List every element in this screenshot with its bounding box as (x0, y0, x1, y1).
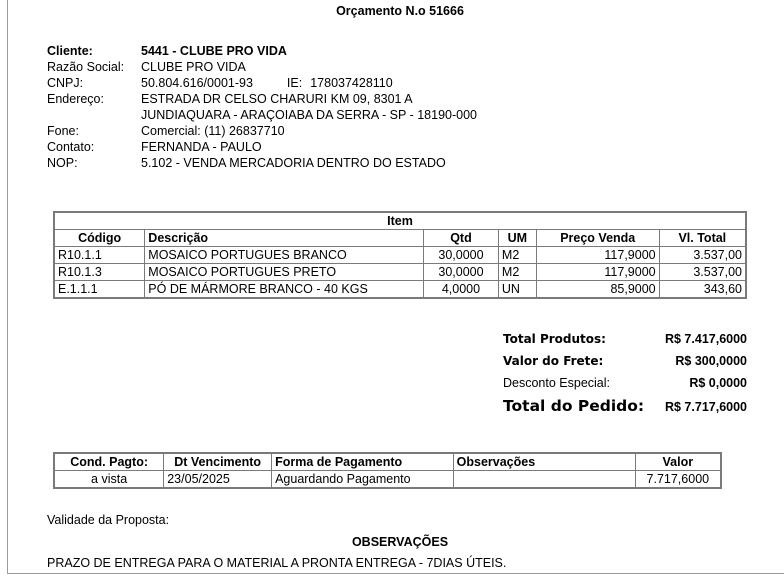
document-title: Orçamento N.o 51666 (336, 4, 464, 18)
cell-descricao: PÓ DE MÁRMORE BRANCO - 40 KGS (145, 281, 424, 299)
endereco-label: Endereço: (47, 92, 104, 106)
col-header-um: UM (498, 230, 536, 247)
cell-codigo: E.1.1.1 (54, 281, 145, 299)
ie-label: IE: (286, 76, 303, 90)
contato-row (47, 139, 477, 155)
razao-label: Razão Social: (47, 60, 125, 74)
fone-label: Fone: (47, 124, 79, 138)
client-value: 5441 - CLUBE PRO VIDA (141, 44, 287, 58)
cnpj-label: CNPJ: (47, 76, 84, 90)
cell-codigo: R10.1.1 (54, 247, 145, 264)
col-header-valor: Valor (635, 453, 721, 471)
table-row (54, 471, 721, 489)
nop-label: NOP: (47, 156, 78, 170)
fone-value: Comercial: (11) 26837710 (141, 124, 285, 138)
items-header-row (54, 230, 746, 247)
col-header-codigo: Código (54, 230, 145, 247)
table-row (54, 247, 746, 264)
client-info (47, 43, 477, 171)
page-border-left (7, 0, 8, 574)
cell-forma-pagamento: Aguardando Pagamento (272, 471, 454, 489)
cell-descricao: MOSAICO PORTUGUES BRANCO (145, 247, 424, 264)
endereco-line1: ESTRADA DR CELSO CHARURI KM 09, 8301 A (141, 92, 413, 106)
spacer (47, 107, 141, 123)
payment-table (53, 452, 722, 489)
total-produtos-row (503, 332, 747, 354)
col-header-observacoes: Observações (453, 453, 635, 471)
frete-row (503, 354, 747, 376)
cell-vencimento: 23/05/2025 (164, 471, 272, 489)
observacoes-title: OBSERVAÇÕES (351, 535, 449, 549)
total-produtos-value: R$ 7.417,6000 (664, 332, 747, 346)
nop-row (47, 155, 477, 171)
cell-qtd: 30,0000 (424, 247, 499, 264)
cell-qtd: 30,0000 (424, 264, 499, 281)
col-header-descricao: Descrição (145, 230, 424, 247)
cell-um: M2 (498, 247, 536, 264)
cell-um: UN (498, 281, 536, 299)
endereco-row (47, 91, 477, 107)
cell-cond-pagto: a vista (54, 471, 164, 489)
endereco-row-2 (47, 107, 477, 123)
cell-total: 343,60 (659, 281, 746, 299)
cell-total: 3.537,00 (659, 247, 746, 264)
frete-value: R$ 300,0000 (675, 354, 747, 368)
ie-value: 178037428110 (310, 76, 393, 90)
cell-qtd: 4,0000 (424, 281, 499, 299)
cell-descricao: MOSAICO PORTUGUES PRETO (145, 264, 424, 281)
razao-row (47, 59, 477, 75)
cell-preco: 117,9000 (536, 247, 659, 264)
col-header-cond-pagto: Cond. Pagto: (54, 453, 164, 471)
cell-total: 3.537,00 (659, 264, 746, 281)
payment-header-row (54, 453, 721, 471)
contato-label: Contato: (47, 140, 95, 154)
cell-codigo: R10.1.3 (54, 264, 145, 281)
client-row (47, 43, 477, 59)
cnpj-value: 50.804.616/0001-93 (141, 76, 253, 90)
cell-valor: 7.717,6000 (635, 471, 721, 489)
items-section-title: Item (54, 212, 746, 230)
nop-value: 5.102 - VENDA MERCADORIA DENTRO DO ESTADO (141, 156, 446, 170)
items-table (53, 211, 747, 299)
desconto-row (503, 376, 747, 397)
table-row (54, 281, 746, 299)
validade-label: Validade da Proposta: (47, 513, 170, 527)
desconto-label: Desconto Especial: (503, 376, 611, 390)
col-header-qtd: Qtd (424, 230, 499, 247)
frete-label: Valor do Frete: (503, 354, 604, 368)
total-produtos-label: Total Produtos: (503, 332, 606, 346)
fone-row (47, 123, 477, 139)
table-row (54, 264, 746, 281)
endereco-line2: JUNDIAQUARA - ARAÇOIABA DA SERRA - SP - 18190-000 (141, 108, 478, 122)
cnpj-row (47, 75, 477, 91)
cell-observacoes (453, 471, 635, 489)
total-pedido-row (503, 397, 747, 421)
cell-um: M2 (498, 264, 536, 281)
client-label: Cliente: (47, 44, 93, 58)
cell-preco: 85,9000 (536, 281, 659, 299)
page-border-bottom (7, 573, 784, 574)
order-totals (503, 332, 747, 421)
total-pedido-value: R$ 7.717,6000 (664, 400, 747, 414)
contato-value: FERNANDA - PAULO (141, 140, 262, 154)
col-header-preco: Preço Venda (536, 230, 659, 247)
cell-preco: 117,9000 (536, 264, 659, 281)
desconto-value: R$ 0,0000 (689, 376, 747, 390)
razao-value: CLUBE PRO VIDA (141, 60, 246, 74)
total-pedido-label: Total do Pedido: (503, 397, 645, 415)
col-header-forma-pagamento: Forma de Pagamento (272, 453, 454, 471)
col-header-vencimento: Dt Vencimento (164, 453, 272, 471)
col-header-total: Vl. Total (659, 230, 746, 247)
observacoes-text: PRAZO DE ENTREGA PARA O MATERIAL A PRONTA ENTREGA - 7DIAS ÚTEIS. (47, 556, 507, 570)
